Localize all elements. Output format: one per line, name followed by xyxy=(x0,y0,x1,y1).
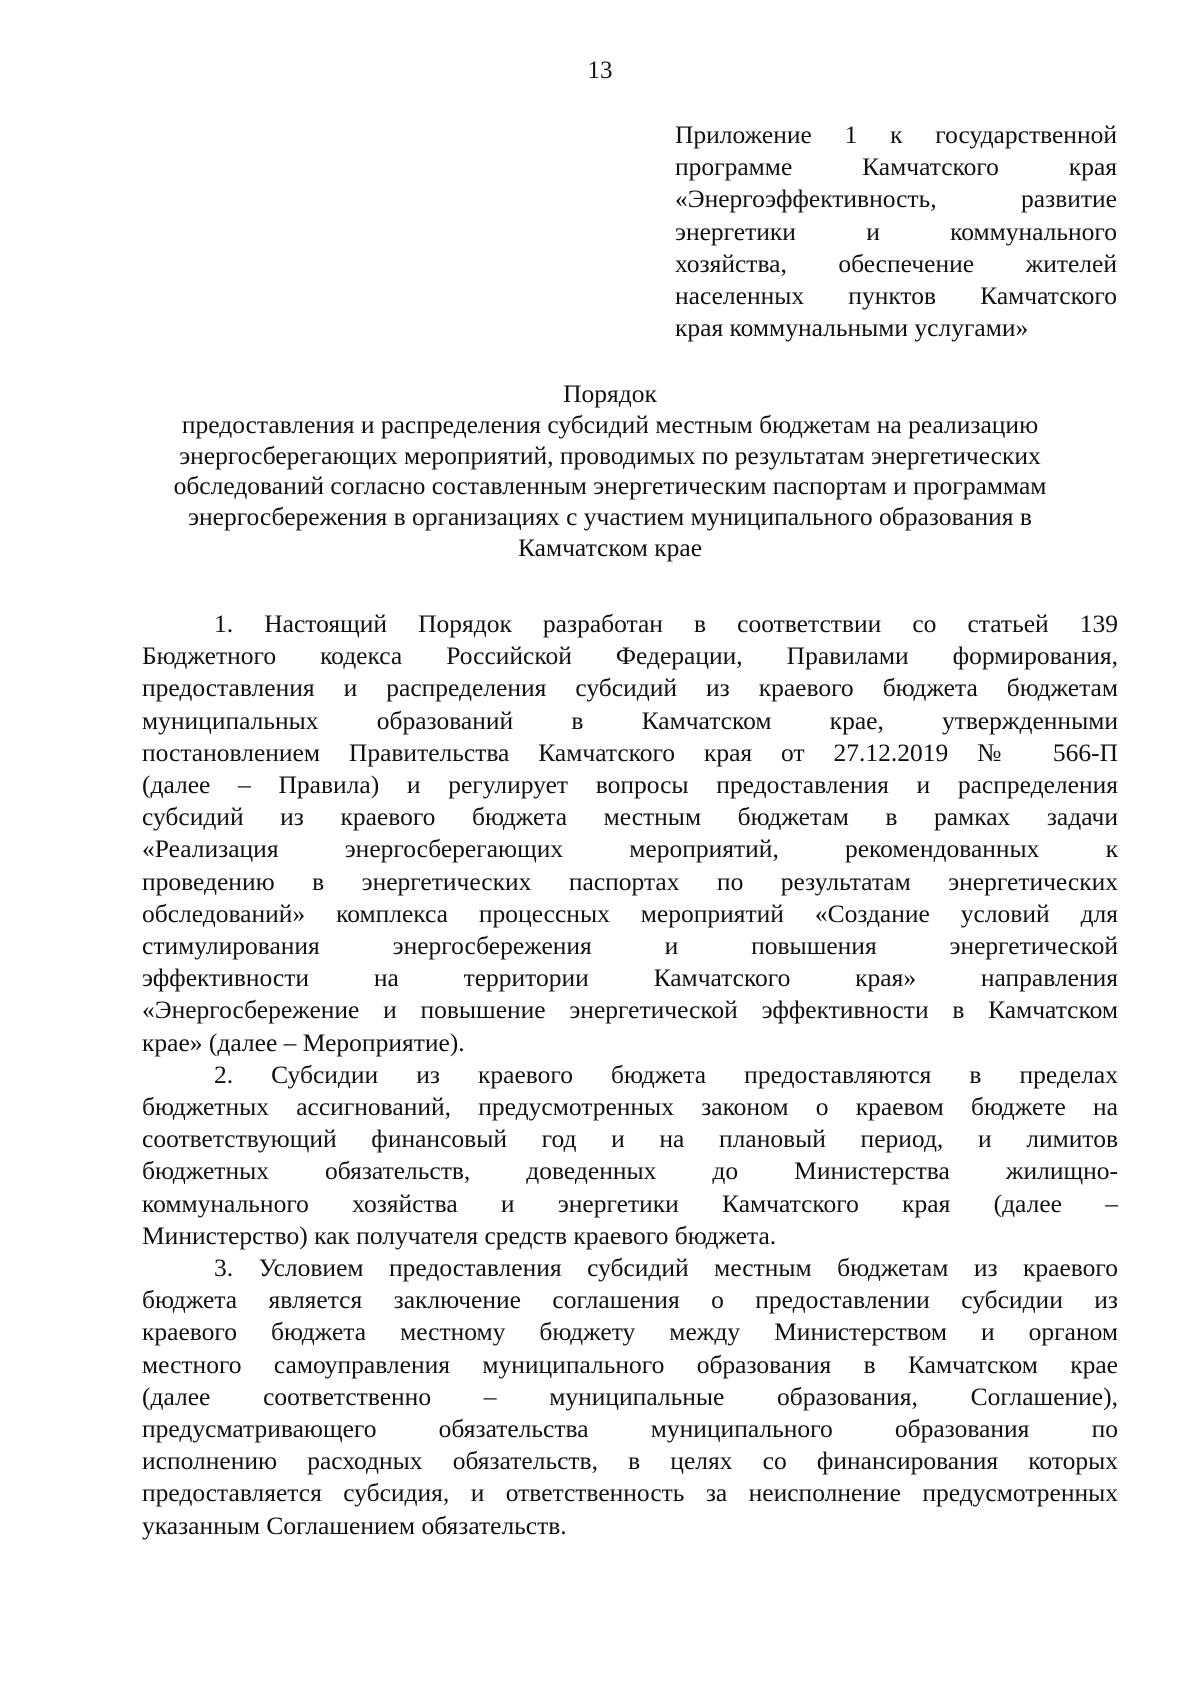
paragraph-line: исполнению расходных обязательств, в целях со финансирования которых xyxy=(142,1446,1118,1476)
appendix-line: края коммунальными услугами» xyxy=(675,313,1029,343)
title-line: обследований согласно составленным энергетическим паспортам и программам xyxy=(173,471,1047,501)
title-line: энергосберегающих мероприятий, проводимых по результатам энергетических xyxy=(179,440,1041,470)
paragraph-line: предоставляется субсидия, и ответственность за неисполнение предусмотренных xyxy=(142,1478,1118,1508)
paragraph-line: 2. Субсидии из краевого бюджета предоставляются в пределах xyxy=(214,1059,1118,1089)
paragraph-line: муниципальных образований в Камчатском крае, утвержденными xyxy=(142,705,1118,735)
paragraph-line: стимулирования энергосбережения и повышения энергетической xyxy=(142,931,1118,961)
appendix-line: Приложение 1 к государственной xyxy=(675,120,1117,149)
paragraph-1 xyxy=(142,608,1118,1059)
appendix-line: энергетики и коммунального xyxy=(675,216,1117,246)
appendix-reference xyxy=(675,119,1117,344)
paragraph-line: предусматривающего обязательства муниципального образования по xyxy=(142,1414,1118,1444)
paragraph-line: «Реализация энергосберегающих мероприятий, рекомендованных к xyxy=(142,834,1118,864)
paragraph-line: (далее – Правила) и регулирует вопросы предоставления и распределения xyxy=(142,770,1118,800)
paragraph-line: постановлением Правительства Камчатского края от 27.12.2019 № 566-П xyxy=(142,737,1118,767)
paragraph-line: местного самоуправления муниципального образования в Камчатском крае xyxy=(142,1349,1118,1379)
paragraph-line: крае» (далее – Мероприятие). xyxy=(142,1027,465,1057)
paragraph-line: предоставления и распределения субсидий из краевого бюджета бюджетам xyxy=(142,673,1118,703)
paragraph-line: эффективности на территории Камчатского края» направления xyxy=(142,963,1118,993)
paragraph-line: проведению в энергетических паспортах по результатам энергетических xyxy=(142,866,1118,896)
paragraph-line: указанным Соглашением обязательств. xyxy=(142,1510,567,1540)
paragraph-line: бюджетных обязательств, доведенных до Министерства жилищно- xyxy=(142,1156,1118,1186)
title-line: предоставления и распределения субсидий местным бюджетам на реализацию xyxy=(181,409,1039,439)
paragraph-line: (далее соответственно – муниципальные образования, Соглашение), xyxy=(142,1381,1118,1411)
paragraph-3 xyxy=(142,1252,1118,1542)
appendix-line: «Энергоэффективность, развитие xyxy=(675,184,1117,214)
appendix-line: программе Камчатского края xyxy=(675,152,1117,182)
paragraph-line: 3. Условием предоставления субсидий местным бюджетам из краевого xyxy=(214,1253,1118,1283)
paragraph-line: краевого бюджета местному бюджету между Министерством и органом xyxy=(142,1317,1118,1347)
page-number: 13 xyxy=(587,57,613,84)
document-body xyxy=(142,608,1118,1542)
title-line: энергосбережения в организациях с участием муниципального образования в xyxy=(188,502,1032,532)
paragraph-line: соответствующий финансовый год и на плановый период, и лимитов xyxy=(142,1124,1118,1154)
title-line: Камчатском крае xyxy=(517,532,703,562)
paragraph-line: 1. Настоящий Порядок разработан в соответствии со статьей 139 xyxy=(214,609,1118,638)
appendix-line: хозяйства, обеспечение жителей xyxy=(675,248,1117,278)
paragraph-line: бюджетных ассигнований, предусмотренных законом о краевом бюджете на xyxy=(142,1092,1118,1122)
paragraph-line: Бюджетного кодекса Российской Федерации, Правилами формирования, xyxy=(142,641,1118,671)
title-heading: Порядок xyxy=(563,379,657,408)
paragraph-line: обследований» комплекса процессных мероприятий «Создание условий для xyxy=(142,898,1118,928)
paragraph-2 xyxy=(142,1059,1118,1252)
appendix-line: населенных пунктов Камчатского xyxy=(675,281,1117,311)
paragraph-line: коммунального хозяйства и энергетики Камчатского края (далее – xyxy=(142,1188,1118,1218)
paragraph-line: субсидий из краевого бюджета местным бюджетам в рамках задачи xyxy=(142,802,1118,832)
paragraph-line: Министерство) как получателя средств краевого бюджета. xyxy=(142,1220,777,1250)
paragraph-line: «Энергосбережение и повышение энергетической эффективности в Камчатском xyxy=(142,995,1118,1025)
paragraph-line: бюджета является заключение соглашения о предоставлении субсидии из xyxy=(142,1285,1118,1315)
document-title xyxy=(120,379,1100,564)
